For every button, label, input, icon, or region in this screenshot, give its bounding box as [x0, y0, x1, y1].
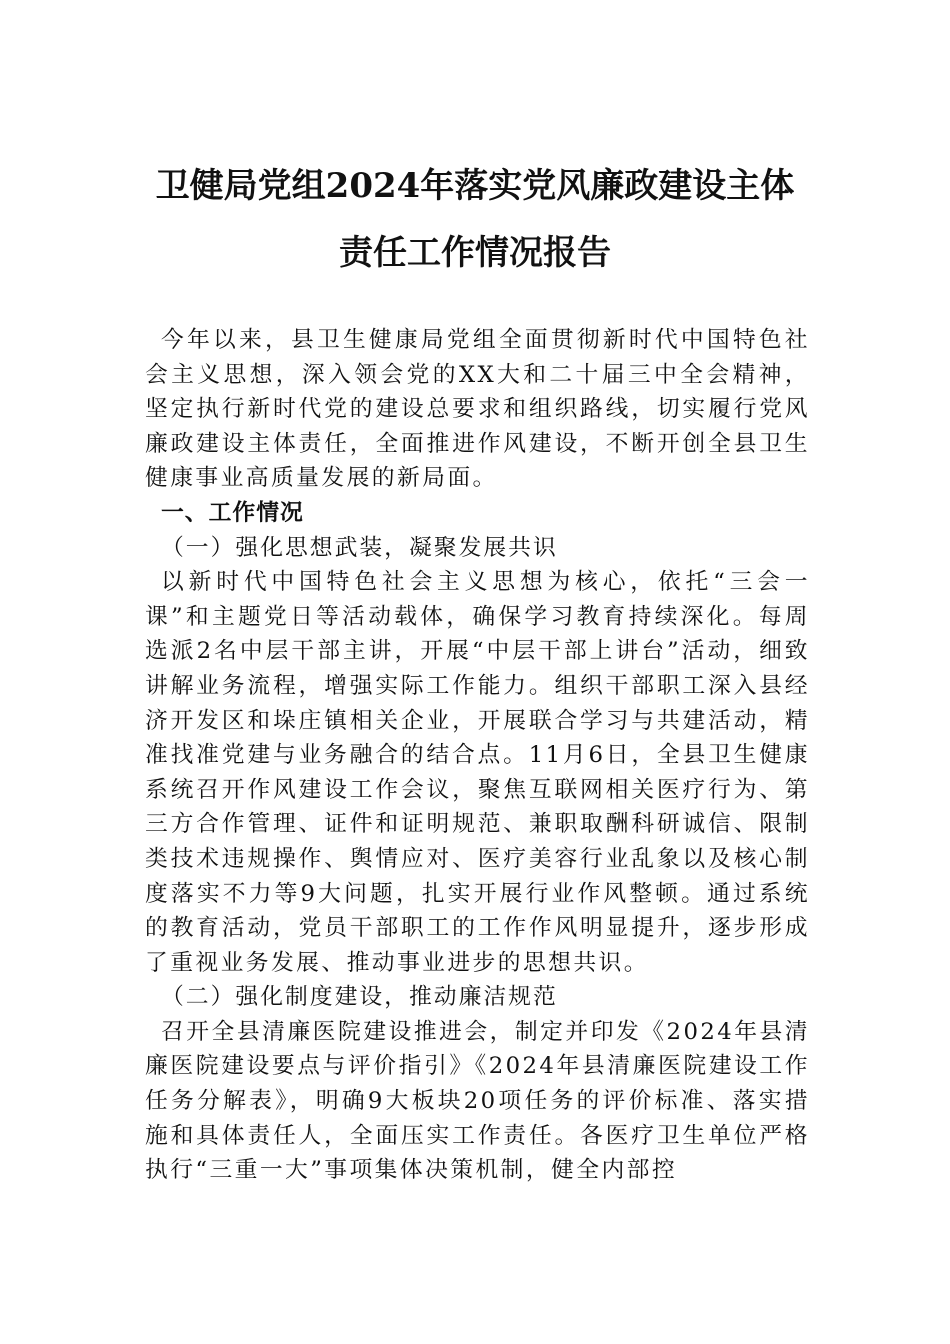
intro-paragraph: 今年以来，县卫生健康局党组全面贯彻新时代中国特色社会主义思想，深入领会党的XX大和二十届三中全会精神，坚定执行新时代党的建设总要求和组织路线，切实履行党风廉政建设主体责任，全面推进作风建设，不断开创全县卫生健康事业高质量发展的新局面。 [145, 327, 810, 492]
section-heading-work-status: 一、工作情况 [161, 499, 304, 526]
subsection-1-paragraph: 以新时代中国特色社会主义思想为核心，依托“三会一课”和主题党日等活动载体，确保学习教育持续深化。每周选派2名中层干部主讲，开展“中层干部上讲台”活动，细致讲解业务流程，增强实际工作能力。组织干部职工深入县经济开发区和垛庄镇相关企业，开展联合学习与共建活动，精准找准党建与业务融合的结合点。11月6日，全县卫生健康系统召开作风建设工作会议，聚焦互联网相关医疗行为、第三方合作管理、证件和证明规范、兼职取酬科研诚信、限制类技术违规操作、舆情应对、医疗美容行业乱象以及核心制度落实不力等9大问题，扎实开展行业作风整顿。通过系统的教育活动，党员干部职工的工作作风明显提升，逐步形成了重视业务发展、推动事业进步的思想共识。 [145, 569, 810, 976]
document-title-line-1: 卫健局党组2024年落实党风廉政建设主体 [155, 166, 795, 206]
subsection-heading-2: （二）强化制度建设，推动廉洁规范 [161, 984, 558, 1011]
document-title-line-2: 责任工作情况报告 [339, 233, 611, 273]
subsection-2-paragraph: 召开全县清廉医院建设推进会，制定并印发《2024年县清廉医院建设要点与评价指引》《2024年县清廉医院建设工作任务分解表》，明确9大板块20项任务的评价标准、落实措施和具体责任人，全面压实工作责任。各医疗卫生单位严格执行“三重一大”事项集体决策机制，健全内部控 [145, 1018, 810, 1184]
document-body [145, 323, 810, 1188]
subsection-heading-1: （一）强化思想武装，凝聚发展共识 [161, 534, 558, 561]
